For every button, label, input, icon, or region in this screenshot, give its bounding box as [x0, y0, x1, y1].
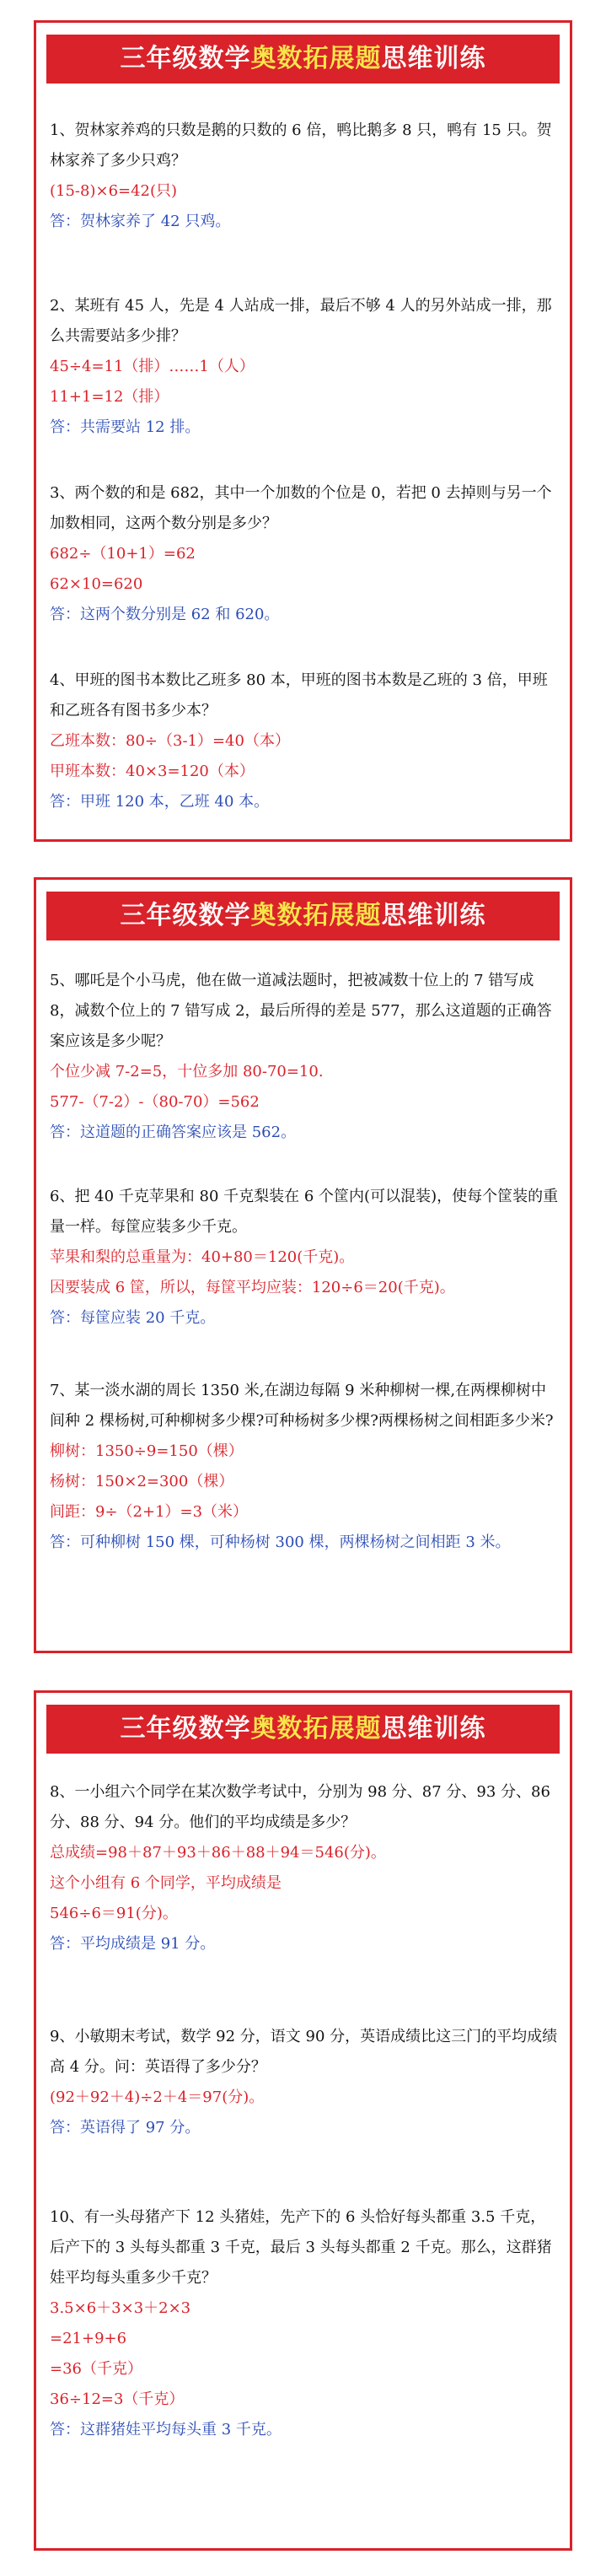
- question-text: 3、两个数的和是 682，其中一个加数的个位是 0，若把 0 去掉则与另一个加数相同，这两个数分别是多少？: [50, 484, 552, 532]
- question-text: 4、甲班的图书本数比乙班多 80 本，甲班的图书本数是乙班的 3 倍，甲班和乙班各有图书多少本？: [50, 671, 548, 719]
- banner-title: 三年级数学奥数拓展题思维训练: [46, 35, 560, 84]
- solution-line: 个位少减 7-2=5，十位多加 80-70=10.: [50, 1063, 324, 1081]
- question-7: [50, 1376, 560, 1558]
- solution-line: 62×10=620: [50, 575, 143, 593]
- answer-line: 答：平均成绩是 91 分。: [50, 1935, 216, 1953]
- question-text: 1、贺林家养鸡的只数是鹅的只数的 6 倍，鸭比鹅多 8 只，鸭有 15 只。贺林家养了多少只鸡？: [50, 121, 552, 170]
- question-10: [50, 2202, 560, 2445]
- answer-line: 答：共需要站 12 排。: [50, 418, 201, 436]
- card-2: [34, 877, 572, 1653]
- question-5: [50, 966, 560, 1148]
- question-text: 7、某一淡水湖的周长 1350 米,在湖边每隔 9 米种柳树一棵,在两棵柳树中间种 2 棵杨树,可种柳树多少棵?可种杨树多少棵?两棵杨树之间相距多少米?: [50, 1382, 554, 1430]
- solution-line: =36（千克）: [50, 2360, 142, 2378]
- solution-line: 577-（7-2）-（80-70）=562: [50, 1093, 260, 1111]
- answer-line: 答：可种柳树 150 棵，可种杨树 300 棵，两棵杨树之间相距 3 米。: [50, 1533, 511, 1551]
- solution-line: 间距：9÷（2+1）=3（米）: [50, 1503, 249, 1521]
- solution-line: (15-8)×6=42(只): [50, 182, 178, 200]
- question-2: [50, 291, 560, 443]
- solution-line: 682÷（10+1）=62: [50, 545, 196, 563]
- question-text: 5、哪吒是个小马虎，他在做一道减法题时，把被减数十位上的 7 错写成 8，减数个位上的 7 错写成 2，最后所得的差是 577，那么这道题的正确答案应该是多少呢？: [50, 972, 552, 1050]
- solution-line: 总成绩=98＋87＋93＋86＋88＋94＝546(分)。: [50, 1844, 386, 1862]
- question-3: [50, 478, 560, 630]
- solution-line: 3.5×6＋3×3＋2×3: [50, 2299, 191, 2317]
- question-9: [50, 2022, 560, 2143]
- answer-line: 答：这两个数分别是 62 和 620。: [50, 606, 280, 623]
- solution-line: 36÷12=3（千克）: [50, 2390, 185, 2408]
- question-text: 8、一小组六个同学在某次数学考试中，分别为 98 分、87 分、93 分、86 分、88 分、94 分。他们的平均成绩是多少？: [50, 1783, 550, 1831]
- solution-line: 杨树：150×2=300（棵）: [50, 1473, 234, 1490]
- solution-line: 甲班本数：40×3=120（本）: [50, 763, 255, 780]
- solution-line: 柳树：1350÷9=150（棵）: [50, 1442, 244, 1460]
- solution-line: (92＋92＋4)÷2＋4＝97(分)。: [50, 2088, 265, 2106]
- question-1: [50, 116, 560, 237]
- solution-line: 546÷6＝91(分)。: [50, 1905, 178, 1922]
- answer-line: 答：贺林家养了 42 只鸡。: [50, 213, 231, 230]
- solution-line: 苹果和梨的总重量为：40+80＝120(千克)。: [50, 1248, 355, 1266]
- solution-line: 11+1=12（排）: [50, 388, 169, 406]
- card-3: [34, 1690, 572, 2551]
- banner-title: 三年级数学奥数拓展题思维训练: [46, 892, 560, 940]
- answer-line: 答：这道题的正确答案应该是 562。: [50, 1124, 297, 1141]
- card-1: [34, 20, 572, 842]
- solution-line: 因要装成 6 筐，所以，每筐平均应装：120÷6＝20(千克)。: [50, 1279, 455, 1296]
- solution-line: 45÷4=11（排）……1（人）: [50, 358, 255, 375]
- question-text: 9、小敏期末考试，数学 92 分，语文 90 分，英语成绩比这三门的平均成绩高 4 分。问：英语得了多少分？: [50, 2028, 558, 2076]
- solution-line: 乙班本数：80÷（3-1）=40（本）: [50, 732, 290, 750]
- question-text: 2、某班有 45 人，先是 4 人站成一排，最后不够 4 人的另外站成一排，那么共需要站多少排？: [50, 297, 552, 345]
- question-text: 6、把 40 千克苹果和 80 千克梨装在 6 个筐内(可以混装)，使每个筐装的重量一样。每筐应装多少千克。: [50, 1188, 559, 1236]
- question-8: [50, 1777, 560, 1959]
- banner-title: 三年级数学奥数拓展题思维训练: [46, 1705, 560, 1754]
- answer-line: 答：这群猪娃平均每头重 3 千克。: [50, 2421, 282, 2439]
- question-6: [50, 1182, 560, 1334]
- answer-line: 答：英语得了 97 分。: [50, 2119, 201, 2137]
- solution-line: 这个小组有 6 个同学，平均成绩是: [50, 1874, 282, 1892]
- question-text: 10、有一头母猪产下 12 头猪娃，先产下的 6 头恰好每头都重 3.5 千克，后产下的 3 头每头都重 3 千克，最后 3 头每头都重 2 千克。那么，这群猪娃平均每头重多少千克？: [50, 2208, 552, 2287]
- question-4: [50, 666, 560, 817]
- solution-line: =21+9+6: [50, 2330, 127, 2347]
- answer-line: 答：甲班 120 本，乙班 40 本。: [50, 793, 270, 811]
- answer-line: 答：每筐应装 20 千克。: [50, 1309, 216, 1327]
